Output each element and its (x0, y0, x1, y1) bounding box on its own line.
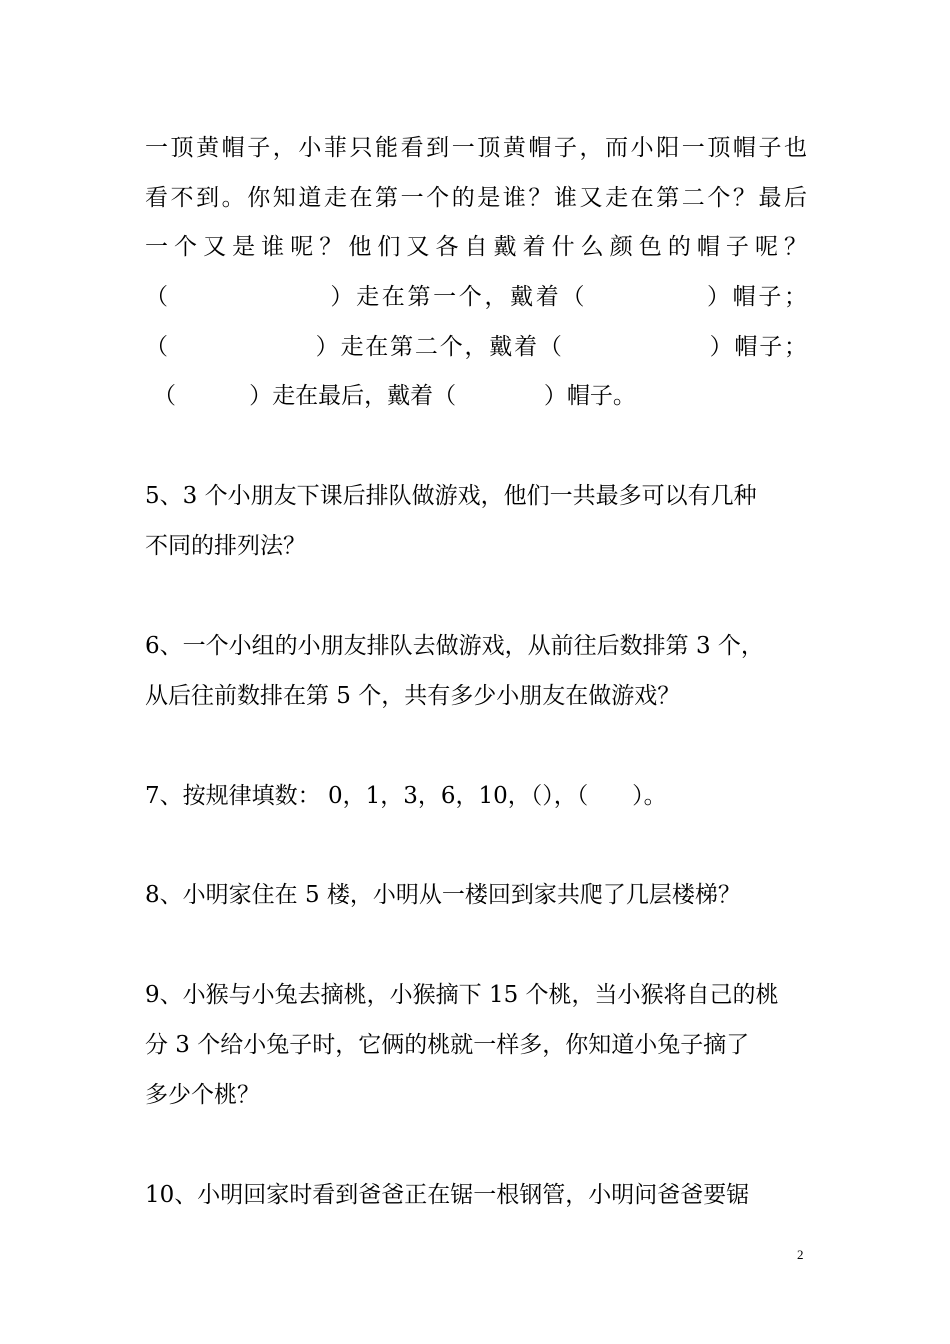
question-8: 8、小明家住在 5 楼，小明从一楼回到家共爬了几层楼梯？ (145, 882, 741, 908)
question-9-line-3: 多少个桃？ (145, 1082, 260, 1108)
question-7: 7、按规律填数： 0，1，3，6，10，（），（ ）。 (145, 783, 667, 809)
question-6-line-1: 6、一个小组的小朋友排队去做游戏，从前往后数排第 3 个， (145, 633, 764, 659)
answer-blank-line: （ ）走在第一个，戴着（ ）帽子； (145, 284, 807, 310)
question-5-line-1: 5、3 个小朋友下课后排队做游戏，他们一共最多可以有几种 (145, 483, 757, 509)
text-line: 一个又是谁呢？他们又各自戴着什么颜色的帽子呢？ (145, 234, 807, 260)
question-9-line-2: 分 3 个给小兔子时，它俩的桃就一样多，你知道小兔子摘了 (145, 1032, 750, 1058)
page-number: 2 (797, 1247, 804, 1262)
question-10-line-1: 10、小明回家时看到爸爸正在锯一根钢管，小明问爸爸要锯 (145, 1182, 750, 1208)
answer-blank-line: （ ）走在第二个，戴着（ ）帽子； (145, 334, 807, 360)
answer-blank-line: （ ）走在最后，戴着（ ）帽子。 (153, 383, 636, 409)
text-line: 一顶黄帽子，小菲只能看到一顶黄帽子，而小阳一顶帽子也 (145, 135, 807, 161)
question-6-line-2: 从后往前数排在第 5 个，共有多少小朋友在做游戏？ (145, 683, 681, 709)
question-9-line-1: 9、小猴与小兔去摘桃，小猴摘下 15 个桃，当小猴将自己的桃 (145, 982, 779, 1008)
question-5-line-2: 不同的排列法？ (145, 533, 306, 559)
text-line: 看不到。你知道走在第一个的是谁？谁又走在第二个？最后 (145, 185, 807, 211)
